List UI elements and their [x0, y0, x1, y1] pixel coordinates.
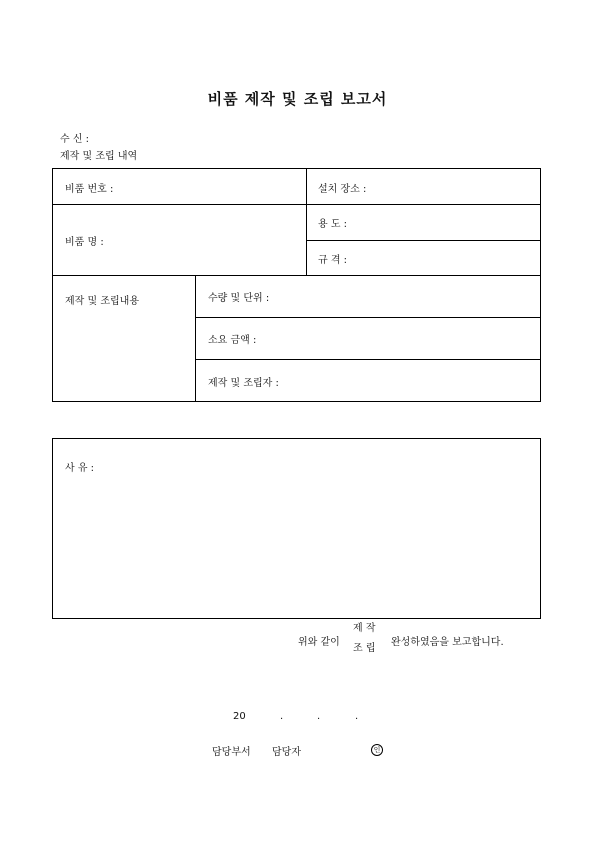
- item-number-field[interactable]: 비품 번호 :: [65, 184, 114, 195]
- option-make: 제 작: [353, 623, 376, 634]
- person-label: 담당자: [272, 747, 301, 758]
- document-title: 비품 제작 및 조립 보고서: [207, 90, 388, 108]
- statement-suffix: 완성하였음을 보고합니다.: [391, 637, 504, 648]
- statement-options: [353, 619, 376, 659]
- date-separator: .: [355, 711, 359, 722]
- reason-label: 사 유 :: [65, 463, 95, 474]
- install-location-field[interactable]: 설치 장소 :: [318, 184, 367, 195]
- date-separator: .: [317, 711, 321, 722]
- content-label: 제작 및 조립내용: [65, 296, 139, 307]
- table-divider: [195, 275, 196, 401]
- table-divider: [195, 317, 540, 318]
- maker-field[interactable]: 제작 및 조립자 :: [208, 378, 279, 389]
- quantity-unit-field[interactable]: 수량 및 단위 :: [208, 293, 270, 304]
- section-label: 제작 및 조립 내역: [60, 151, 138, 162]
- statement-prefix: 위와 같이: [298, 637, 340, 648]
- date-separator: .: [280, 711, 284, 722]
- info-table: [52, 168, 541, 402]
- spec-field[interactable]: 규 격 :: [318, 255, 348, 266]
- table-divider: [195, 359, 540, 360]
- seal-icon: 인: [371, 744, 383, 756]
- purpose-field[interactable]: 용 도 :: [318, 219, 348, 230]
- table-divider: [306, 169, 307, 275]
- department-label: 담당부서: [212, 747, 251, 758]
- recipient-label: 수 신 :: [60, 134, 90, 145]
- option-assemble: 조 립: [353, 643, 376, 654]
- reason-box[interactable]: [52, 438, 541, 619]
- table-divider: [306, 240, 540, 241]
- table-divider: [53, 275, 540, 276]
- date-year[interactable]: 20: [233, 711, 246, 722]
- table-divider: [53, 204, 540, 205]
- item-name-field[interactable]: 비품 명 :: [65, 237, 104, 248]
- cost-field[interactable]: 소요 금액 :: [208, 335, 257, 346]
